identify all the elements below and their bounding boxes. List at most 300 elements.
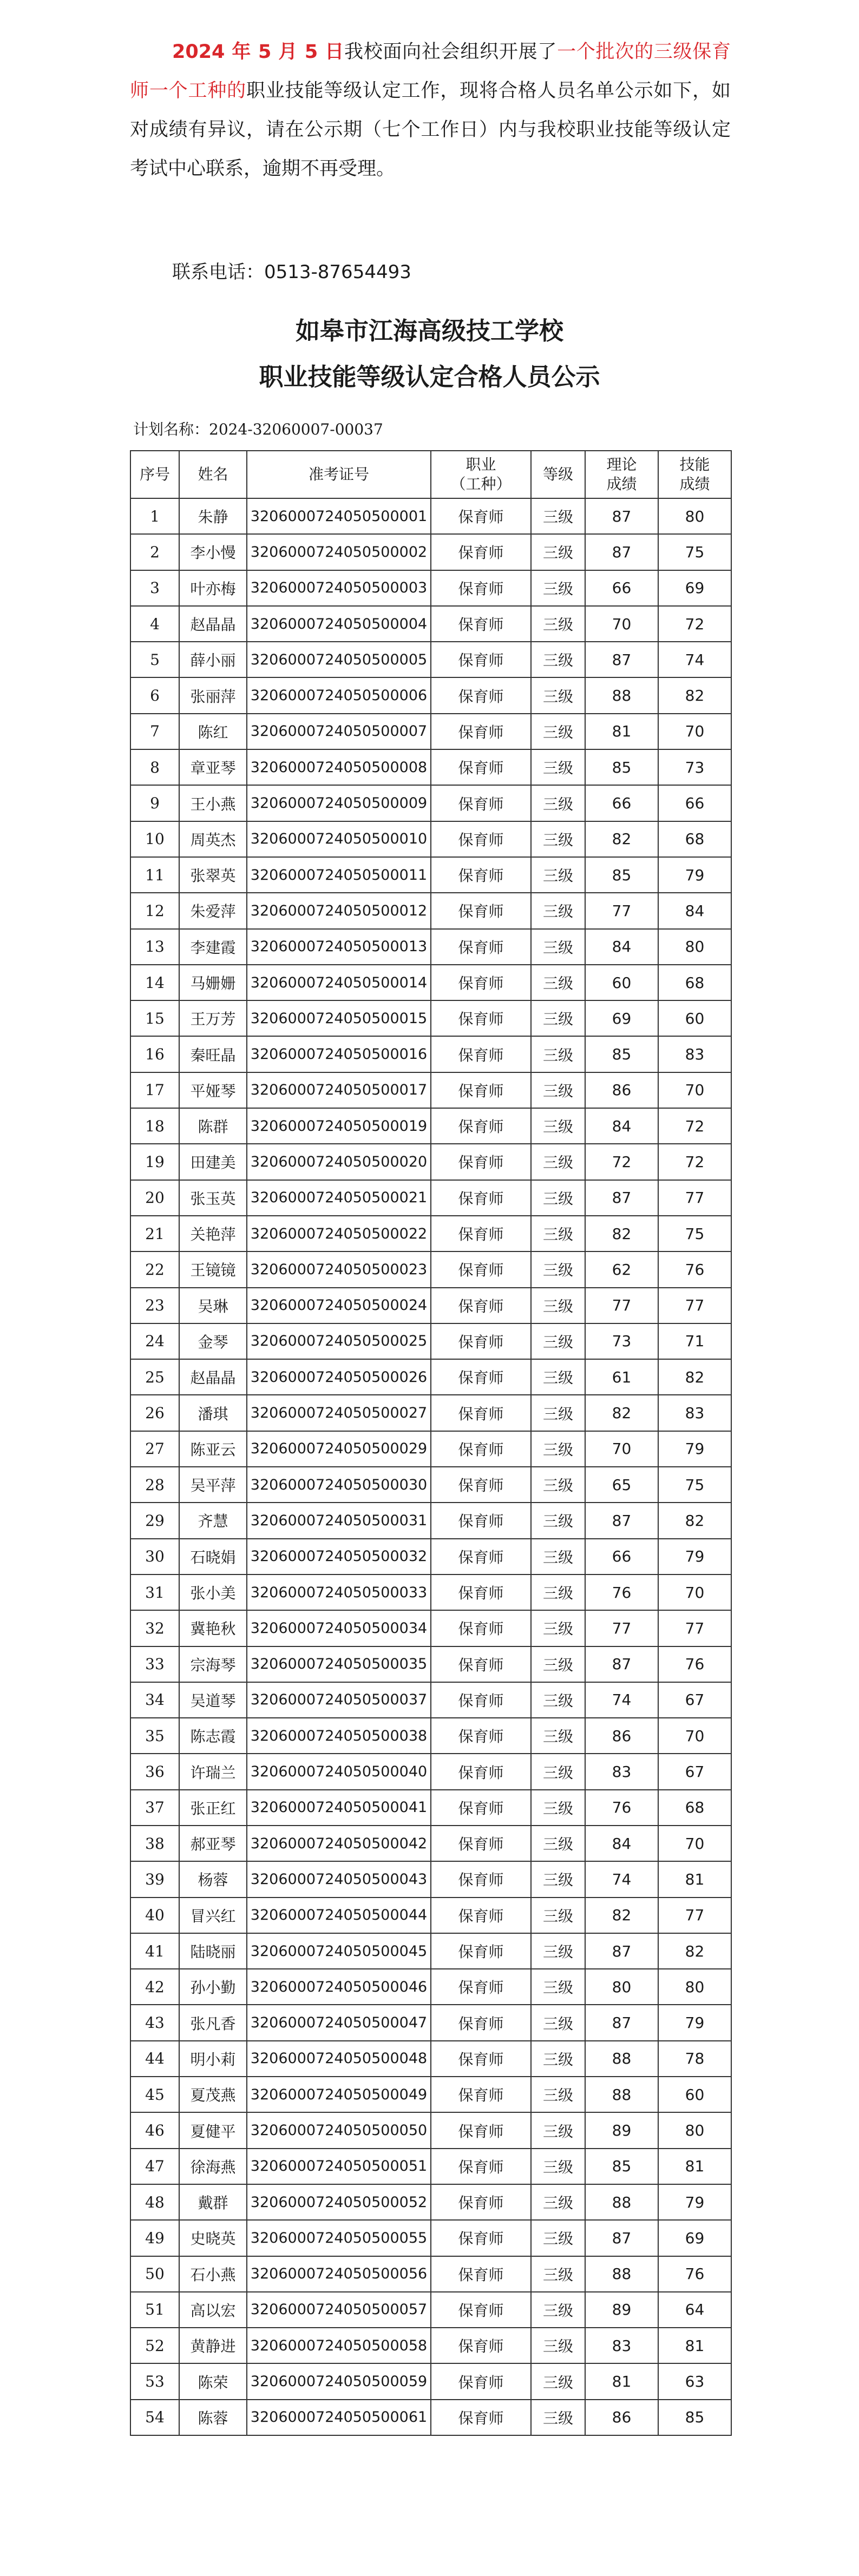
row-job: 保育师 bbox=[431, 677, 531, 713]
row-job: 保育师 bbox=[431, 1861, 531, 1897]
table-row bbox=[130, 1216, 731, 1251]
table-row bbox=[130, 570, 731, 606]
row-exam-id: 3206000724050500031 bbox=[247, 1503, 431, 1538]
row-theory-score: 85 bbox=[585, 2149, 658, 2184]
header-name: 姓名 bbox=[179, 451, 247, 498]
table-row bbox=[130, 2256, 731, 2292]
row-theory-score: 60 bbox=[585, 965, 658, 1000]
table-row bbox=[130, 1251, 731, 1287]
row-theory-score: 87 bbox=[585, 1646, 658, 1682]
row-job: 保育师 bbox=[431, 1000, 531, 1036]
row-theory-score: 82 bbox=[585, 1898, 658, 1933]
row-no: 10 bbox=[130, 821, 179, 857]
row-theory-score: 77 bbox=[585, 1610, 658, 1646]
intro-date: 2024 年 5 月 5 日 bbox=[172, 41, 344, 63]
row-job: 保育师 bbox=[431, 606, 531, 642]
row-theory-score: 76 bbox=[585, 1790, 658, 1826]
row-exam-id: 3206000724050500021 bbox=[247, 1180, 431, 1216]
row-job: 保育师 bbox=[431, 714, 531, 749]
row-skill-score: 80 bbox=[658, 1969, 731, 2005]
row-level: 三级 bbox=[531, 2077, 585, 2112]
row-theory-score: 70 bbox=[585, 606, 658, 642]
row-skill-score: 69 bbox=[658, 2220, 731, 2256]
row-level: 三级 bbox=[531, 606, 585, 642]
row-name: 李建霞 bbox=[179, 929, 247, 965]
row-skill-score: 68 bbox=[658, 821, 731, 857]
row-skill-score: 70 bbox=[658, 1072, 731, 1108]
row-job: 保育师 bbox=[431, 1359, 531, 1395]
row-no: 21 bbox=[130, 1216, 179, 1251]
row-job: 保育师 bbox=[431, 2328, 531, 2363]
intro-paragraph bbox=[130, 32, 731, 188]
row-level: 三级 bbox=[531, 893, 585, 928]
row-name: 杨蓉 bbox=[179, 1861, 247, 1897]
school-title: 如皋市江海高级技工学校 bbox=[295, 317, 563, 345]
row-name: 史晓英 bbox=[179, 2220, 247, 2256]
row-theory-score: 66 bbox=[585, 785, 658, 821]
row-job: 保育师 bbox=[431, 2077, 531, 2112]
row-no: 12 bbox=[130, 893, 179, 928]
table-row bbox=[130, 1180, 731, 1216]
table-row bbox=[130, 1861, 731, 1897]
row-name: 张玉英 bbox=[179, 1180, 247, 1216]
row-level: 三级 bbox=[531, 2184, 585, 2220]
row-exam-id: 3206000724050500002 bbox=[247, 534, 431, 570]
row-exam-id: 3206000724050500024 bbox=[247, 1288, 431, 1323]
row-job: 保育师 bbox=[431, 1323, 531, 1359]
row-exam-id: 3206000724050500006 bbox=[247, 677, 431, 713]
row-exam-id: 3206000724050500005 bbox=[247, 642, 431, 677]
row-theory-score: 88 bbox=[585, 677, 658, 713]
table-row bbox=[130, 2220, 731, 2256]
row-name: 赵晶晶 bbox=[179, 606, 247, 642]
row-no: 3 bbox=[130, 570, 179, 606]
row-theory-score: 62 bbox=[585, 1251, 658, 1287]
row-level: 三级 bbox=[531, 2041, 585, 2077]
row-job: 保育师 bbox=[431, 1251, 531, 1287]
row-name: 高以宏 bbox=[179, 2292, 247, 2328]
row-name: 陈群 bbox=[179, 1108, 247, 1144]
row-exam-id: 3206000724050500026 bbox=[247, 1359, 431, 1395]
row-exam-id: 3206000724050500040 bbox=[247, 1754, 431, 1789]
row-no: 33 bbox=[130, 1646, 179, 1682]
table-row bbox=[130, 893, 731, 928]
row-job: 保育师 bbox=[431, 1682, 531, 1718]
row-job: 保育师 bbox=[431, 2256, 531, 2292]
row-job: 保育师 bbox=[431, 1395, 531, 1431]
row-name: 平娅琴 bbox=[179, 1072, 247, 1108]
row-name: 明小莉 bbox=[179, 2041, 247, 2077]
row-job: 保育师 bbox=[431, 1969, 531, 2005]
table-row bbox=[130, 1431, 731, 1467]
row-no: 5 bbox=[130, 642, 179, 677]
table-row bbox=[130, 749, 731, 785]
row-level: 三级 bbox=[531, 749, 585, 785]
row-skill-score: 64 bbox=[658, 2292, 731, 2328]
row-no: 1 bbox=[130, 498, 179, 534]
row-exam-id: 3206000724050500011 bbox=[247, 857, 431, 893]
row-no: 50 bbox=[130, 2256, 179, 2292]
row-skill-score: 72 bbox=[658, 1144, 731, 1180]
row-exam-id: 3206000724050500025 bbox=[247, 1323, 431, 1359]
table-row bbox=[130, 2041, 731, 2077]
row-no: 25 bbox=[130, 1359, 179, 1395]
row-job: 保育师 bbox=[431, 2363, 531, 2399]
row-skill-score: 70 bbox=[658, 1574, 731, 1610]
row-level: 三级 bbox=[531, 2400, 585, 2435]
row-exam-id: 3206000724050500013 bbox=[247, 929, 431, 965]
intro-text-1: 我校面向社会组织开展了 bbox=[344, 41, 558, 63]
row-skill-score: 79 bbox=[658, 2005, 731, 2040]
row-job: 保育师 bbox=[431, 2400, 531, 2435]
row-level: 三级 bbox=[531, 677, 585, 713]
row-name: 赵晶晶 bbox=[179, 1359, 247, 1395]
row-level: 三级 bbox=[531, 1431, 585, 1467]
row-exam-id: 3206000724050500059 bbox=[247, 2363, 431, 2399]
row-name: 夏茂燕 bbox=[179, 2077, 247, 2112]
row-level: 三级 bbox=[531, 2292, 585, 2328]
row-level: 三级 bbox=[531, 1898, 585, 1933]
row-skill-score: 81 bbox=[658, 2149, 731, 2184]
row-theory-score: 86 bbox=[585, 1718, 658, 1754]
row-job: 保育师 bbox=[431, 1539, 531, 1574]
row-theory-score: 82 bbox=[585, 1216, 658, 1251]
row-theory-score: 87 bbox=[585, 1180, 658, 1216]
row-exam-id: 3206000724050500038 bbox=[247, 1718, 431, 1754]
results-table bbox=[130, 450, 732, 2436]
row-skill-score: 81 bbox=[658, 2328, 731, 2363]
row-skill-score: 74 bbox=[658, 642, 731, 677]
row-exam-id: 3206000724050500030 bbox=[247, 1467, 431, 1503]
row-theory-score: 72 bbox=[585, 1144, 658, 1180]
row-skill-score: 80 bbox=[658, 2112, 731, 2148]
row-job: 保育师 bbox=[431, 1790, 531, 1826]
row-skill-score: 67 bbox=[658, 1682, 731, 1718]
row-exam-id: 3206000724050500041 bbox=[247, 1790, 431, 1826]
row-theory-score: 89 bbox=[585, 2112, 658, 2148]
row-skill-score: 77 bbox=[658, 1288, 731, 1323]
row-job: 保育师 bbox=[431, 642, 531, 677]
table-row bbox=[130, 1574, 731, 1610]
row-skill-score: 82 bbox=[658, 1933, 731, 1969]
row-level: 三级 bbox=[531, 1826, 585, 1861]
row-no: 29 bbox=[130, 1503, 179, 1538]
row-job: 保育师 bbox=[431, 1826, 531, 1861]
table-row bbox=[130, 1036, 731, 1072]
row-level: 三级 bbox=[531, 1467, 585, 1503]
row-skill-score: 83 bbox=[658, 1036, 731, 1072]
row-name: 陈红 bbox=[179, 714, 247, 749]
row-job: 保育师 bbox=[431, 2184, 531, 2220]
contact-label: 联系电话： bbox=[172, 261, 264, 283]
row-level: 三级 bbox=[531, 1144, 585, 1180]
row-theory-score: 86 bbox=[585, 2400, 658, 2435]
row-exam-id: 3206000724050500034 bbox=[247, 1610, 431, 1646]
row-exam-id: 3206000724050500056 bbox=[247, 2256, 431, 2292]
row-level: 三级 bbox=[531, 929, 585, 965]
row-exam-id: 3206000724050500023 bbox=[247, 1251, 431, 1287]
row-exam-id: 3206000724050500001 bbox=[247, 498, 431, 534]
row-job: 保育师 bbox=[431, 1144, 531, 1180]
row-name: 郝亚琴 bbox=[179, 1826, 247, 1861]
row-theory-score: 87 bbox=[585, 1503, 658, 1538]
table-row bbox=[130, 1826, 731, 1861]
row-job: 保育师 bbox=[431, 1072, 531, 1108]
row-name: 张小美 bbox=[179, 1574, 247, 1610]
row-exam-id: 3206000724050500012 bbox=[247, 893, 431, 928]
header-skill bbox=[658, 451, 731, 498]
row-no: 22 bbox=[130, 1251, 179, 1287]
table-row bbox=[130, 2328, 731, 2363]
row-skill-score: 60 bbox=[658, 1000, 731, 1036]
row-job: 保育师 bbox=[431, 1288, 531, 1323]
row-theory-score: 87 bbox=[585, 1933, 658, 1969]
row-skill-score: 70 bbox=[658, 1718, 731, 1754]
row-job: 保育师 bbox=[431, 821, 531, 857]
row-skill-score: 78 bbox=[658, 2041, 731, 2077]
row-no: 46 bbox=[130, 2112, 179, 2148]
row-level: 三级 bbox=[531, 1646, 585, 1682]
row-no: 17 bbox=[130, 1072, 179, 1108]
row-level: 三级 bbox=[531, 570, 585, 606]
table-row bbox=[130, 677, 731, 713]
table-row bbox=[130, 498, 731, 534]
row-level: 三级 bbox=[531, 2149, 585, 2184]
row-theory-score: 82 bbox=[585, 821, 658, 857]
table-row bbox=[130, 2005, 731, 2040]
row-exam-id: 3206000724050500052 bbox=[247, 2184, 431, 2220]
row-no: 18 bbox=[130, 1108, 179, 1144]
table-row bbox=[130, 1539, 731, 1574]
row-exam-id: 3206000724050500004 bbox=[247, 606, 431, 642]
row-name: 王镜镜 bbox=[179, 1251, 247, 1287]
row-theory-score: 85 bbox=[585, 749, 658, 785]
row-exam-id: 3206000724050500017 bbox=[247, 1072, 431, 1108]
row-name: 宗海琴 bbox=[179, 1646, 247, 1682]
row-level: 三级 bbox=[531, 1503, 585, 1538]
row-theory-score: 87 bbox=[585, 534, 658, 570]
row-exam-id: 3206000724050500037 bbox=[247, 1682, 431, 1718]
table-header-row bbox=[130, 451, 731, 498]
row-job: 保育师 bbox=[431, 1036, 531, 1072]
row-exam-id: 3206000724050500032 bbox=[247, 1539, 431, 1574]
row-job: 保育师 bbox=[431, 498, 531, 534]
row-exam-id: 3206000724050500007 bbox=[247, 714, 431, 749]
row-no: 51 bbox=[130, 2292, 179, 2328]
contact-line bbox=[172, 259, 411, 286]
row-skill-score: 81 bbox=[658, 1861, 731, 1897]
header-job-line1: 职业 bbox=[465, 456, 496, 473]
row-no: 48 bbox=[130, 2184, 179, 2220]
row-job: 保育师 bbox=[431, 1574, 531, 1610]
row-level: 三级 bbox=[531, 785, 585, 821]
row-no: 14 bbox=[130, 965, 179, 1000]
row-name: 薛小丽 bbox=[179, 642, 247, 677]
row-theory-score: 65 bbox=[585, 1467, 658, 1503]
row-skill-score: 77 bbox=[658, 1898, 731, 1933]
row-name: 夏健平 bbox=[179, 2112, 247, 2148]
row-level: 三级 bbox=[531, 1754, 585, 1789]
table-row bbox=[130, 965, 731, 1000]
row-no: 9 bbox=[130, 785, 179, 821]
header-level: 等级 bbox=[531, 451, 585, 498]
row-exam-id: 3206000724050500048 bbox=[247, 2041, 431, 2077]
row-theory-score: 69 bbox=[585, 1000, 658, 1036]
row-skill-score: 79 bbox=[658, 857, 731, 893]
row-job: 保育师 bbox=[431, 1180, 531, 1216]
row-job: 保育师 bbox=[431, 929, 531, 965]
row-name: 叶亦梅 bbox=[179, 570, 247, 606]
row-theory-score: 74 bbox=[585, 1861, 658, 1897]
table-row bbox=[130, 929, 731, 965]
row-no: 43 bbox=[130, 2005, 179, 2040]
row-skill-score: 79 bbox=[658, 1431, 731, 1467]
row-skill-score: 68 bbox=[658, 965, 731, 1000]
table-row bbox=[130, 2363, 731, 2399]
row-no: 28 bbox=[130, 1467, 179, 1503]
row-exam-id: 3206000724050500046 bbox=[247, 1969, 431, 2005]
row-name: 张翠英 bbox=[179, 857, 247, 893]
row-job: 保育师 bbox=[431, 1718, 531, 1754]
row-level: 三级 bbox=[531, 1180, 585, 1216]
row-job: 保育师 bbox=[431, 2112, 531, 2148]
row-level: 三级 bbox=[531, 2112, 585, 2148]
row-level: 三级 bbox=[531, 1288, 585, 1323]
row-no: 49 bbox=[130, 2220, 179, 2256]
row-theory-score: 83 bbox=[585, 2328, 658, 2363]
row-job: 保育师 bbox=[431, 1467, 531, 1503]
row-theory-score: 66 bbox=[585, 1539, 658, 1574]
row-theory-score: 88 bbox=[585, 2077, 658, 2112]
row-theory-score: 70 bbox=[585, 1431, 658, 1467]
row-skill-score: 71 bbox=[658, 1323, 731, 1359]
row-theory-score: 88 bbox=[585, 2256, 658, 2292]
table-row bbox=[130, 1072, 731, 1108]
row-no: 42 bbox=[130, 1969, 179, 2005]
header-skill-line2: 成绩 bbox=[679, 475, 710, 493]
row-name: 戴群 bbox=[179, 2184, 247, 2220]
header-no: 序号 bbox=[130, 451, 179, 498]
row-theory-score: 73 bbox=[585, 1323, 658, 1359]
row-name: 陈志霞 bbox=[179, 1718, 247, 1754]
row-name: 张凡香 bbox=[179, 2005, 247, 2040]
header-id: 准考证号 bbox=[247, 451, 431, 498]
row-skill-score: 79 bbox=[658, 2184, 731, 2220]
row-level: 三级 bbox=[531, 1072, 585, 1108]
row-theory-score: 84 bbox=[585, 929, 658, 965]
row-theory-score: 84 bbox=[585, 1826, 658, 1861]
row-skill-score: 60 bbox=[658, 2077, 731, 2112]
table-row bbox=[130, 2112, 731, 2148]
row-name: 陆晓丽 bbox=[179, 1933, 247, 1969]
row-name: 吴道琴 bbox=[179, 1682, 247, 1718]
table-row bbox=[130, 2400, 731, 2435]
row-theory-score: 86 bbox=[585, 1072, 658, 1108]
table-row bbox=[130, 1969, 731, 2005]
row-level: 三级 bbox=[531, 1216, 585, 1251]
row-no: 34 bbox=[130, 1682, 179, 1718]
table-row bbox=[130, 1144, 731, 1180]
row-no: 47 bbox=[130, 2149, 179, 2184]
row-exam-id: 3206000724050500058 bbox=[247, 2328, 431, 2363]
table-row bbox=[130, 1359, 731, 1395]
row-name: 石小燕 bbox=[179, 2256, 247, 2292]
table-row bbox=[130, 1503, 731, 1538]
row-no: 8 bbox=[130, 749, 179, 785]
row-exam-id: 3206000724050500003 bbox=[247, 570, 431, 606]
row-theory-score: 87 bbox=[585, 2220, 658, 2256]
table-row bbox=[130, 1933, 731, 1969]
table-row bbox=[130, 1682, 731, 1718]
header-theory bbox=[585, 451, 658, 498]
row-theory-score: 88 bbox=[585, 2184, 658, 2220]
row-level: 三级 bbox=[531, 1969, 585, 2005]
row-skill-score: 70 bbox=[658, 714, 731, 749]
plan-name: 计划名称：2024-32060007-00037 bbox=[133, 420, 383, 438]
row-job: 保育师 bbox=[431, 2041, 531, 2077]
row-no: 13 bbox=[130, 929, 179, 965]
row-name: 章亚琴 bbox=[179, 749, 247, 785]
row-job: 保育师 bbox=[431, 1108, 531, 1144]
row-job: 保育师 bbox=[431, 1754, 531, 1789]
row-level: 三级 bbox=[531, 714, 585, 749]
intro-text-2: 职业技能等级认定工作，现将合格人员名单公示如下，如对成绩有异议，请在公示期（七个工作日）内与我校职业技能等级认定考试中心联系，逾期不再受理。 bbox=[130, 80, 731, 180]
row-no: 27 bbox=[130, 1431, 179, 1467]
row-level: 三级 bbox=[531, 1359, 585, 1395]
row-exam-id: 3206000724050500015 bbox=[247, 1000, 431, 1036]
row-skill-score: 82 bbox=[658, 1503, 731, 1538]
row-exam-id: 3206000724050500044 bbox=[247, 1898, 431, 1933]
row-skill-score: 69 bbox=[658, 570, 731, 606]
row-theory-score: 77 bbox=[585, 1288, 658, 1323]
row-no: 20 bbox=[130, 1180, 179, 1216]
row-level: 三级 bbox=[531, 1610, 585, 1646]
table-row bbox=[130, 606, 731, 642]
row-exam-id: 3206000724050500022 bbox=[247, 1216, 431, 1251]
row-skill-score: 70 bbox=[658, 1826, 731, 1861]
row-no: 37 bbox=[130, 1790, 179, 1826]
table-row bbox=[130, 1467, 731, 1503]
table-row bbox=[130, 2077, 731, 2112]
row-name: 李小慢 bbox=[179, 534, 247, 570]
row-exam-id: 3206000724050500008 bbox=[247, 749, 431, 785]
row-skill-score: 82 bbox=[658, 677, 731, 713]
row-no: 16 bbox=[130, 1036, 179, 1072]
row-theory-score: 84 bbox=[585, 1108, 658, 1144]
row-level: 三级 bbox=[531, 498, 585, 534]
table-row bbox=[130, 1610, 731, 1646]
row-job: 保育师 bbox=[431, 1610, 531, 1646]
row-skill-score: 72 bbox=[658, 1108, 731, 1144]
header-job-line2: （工种） bbox=[450, 475, 512, 493]
header-skill-line1: 技能 bbox=[679, 456, 710, 473]
row-job: 保育师 bbox=[431, 965, 531, 1000]
row-job: 保育师 bbox=[431, 2149, 531, 2184]
row-theory-score: 77 bbox=[585, 893, 658, 928]
row-skill-score: 79 bbox=[658, 1539, 731, 1574]
row-level: 三级 bbox=[531, 1682, 585, 1718]
row-exam-id: 3206000724050500042 bbox=[247, 1826, 431, 1861]
row-exam-id: 3206000724050500061 bbox=[247, 2400, 431, 2435]
row-theory-score: 76 bbox=[585, 1574, 658, 1610]
row-level: 三级 bbox=[531, 1000, 585, 1036]
row-level: 三级 bbox=[531, 534, 585, 570]
row-level: 三级 bbox=[531, 1574, 585, 1610]
row-skill-score: 66 bbox=[658, 785, 731, 821]
row-theory-score: 82 bbox=[585, 1395, 658, 1431]
row-no: 40 bbox=[130, 1898, 179, 1933]
row-level: 三级 bbox=[531, 1036, 585, 1072]
